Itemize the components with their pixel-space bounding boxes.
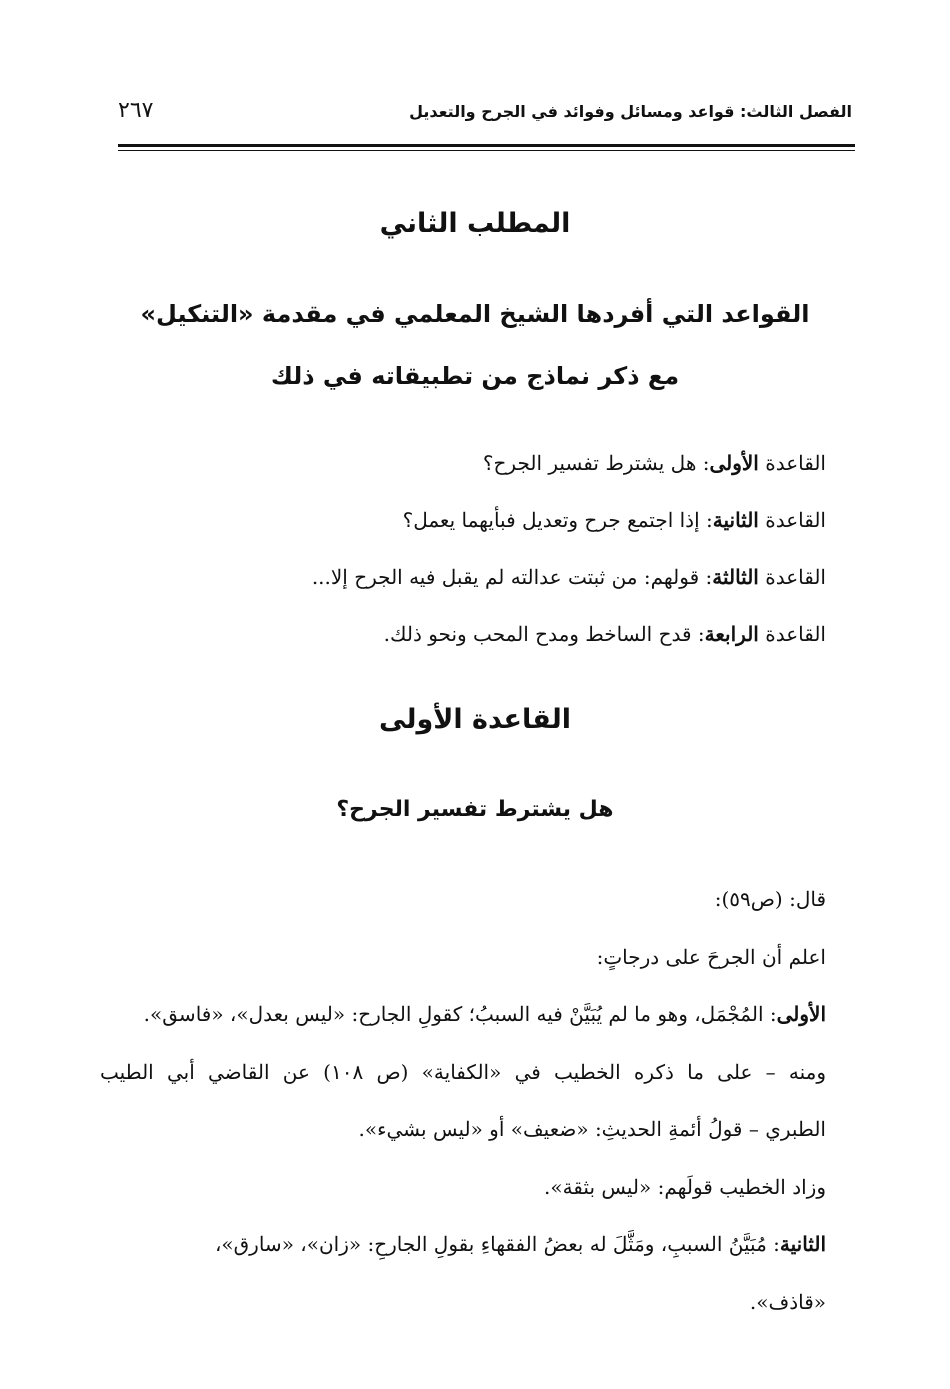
rules-list-item [312, 611, 826, 668]
degree-label: الثانية [779, 1232, 826, 1256]
rule-label-prefix: القاعدة [758, 622, 826, 646]
topic-heading-line-2: مع ذكر نماذج من تطبيقاته في ذلك [270, 362, 680, 390]
rule-text: : قدح الساخط ومدح المحب ونحو ذلك. [383, 622, 705, 646]
rule-text: : إذا اجتمع جرح وتعديل فبأيهما يعمل؟ [402, 508, 713, 532]
paragraph: اعلم أن الجرحَ على درجاتٍ: [596, 944, 826, 969]
header-rule-thin [118, 150, 855, 151]
paragraph-line: الطبري – قولُ أئمةِ الحديثِ: «ضعيف» أو «ليس بشيء». [358, 1117, 826, 1141]
rule-label-ordinal: الرابعة [704, 622, 759, 646]
rule-label-prefix: القاعدة [758, 508, 826, 532]
topic-heading-line-1: القواعد التي أفردها الشيخ المعلمي في مقدمة «التنكيل» [140, 300, 810, 328]
rules-list [312, 440, 826, 668]
rule-label-ordinal: الثانية [712, 508, 759, 532]
rules-list-item [312, 440, 826, 497]
chapter-title: الفصل الثالث: قواعد ومسائل وفوائد في الجرح والتعديل [409, 102, 852, 121]
rule-label-ordinal: الثالثة [712, 565, 759, 589]
degree-label: الأولى [776, 1002, 826, 1026]
paragraph-second-degree [100, 1221, 826, 1279]
paragraph-line: «قاذف». [749, 1289, 826, 1314]
running-header [118, 98, 852, 138]
rule-text: : قولهم: من ثبتت عدالته لم يقبل فيه الجرح إلا... [311, 565, 713, 589]
rule-label-prefix: القاعدة [758, 565, 826, 589]
rule-label-ordinal: الأولى [709, 451, 759, 475]
rule-text: : هل يشترط تفسير الجرح؟ [482, 451, 710, 475]
rule-heading: القاعدة الأولى [379, 704, 571, 735]
paragraph-first-degree [100, 991, 826, 1049]
degree-text: : المُجْمَل، وهو ما لم يُبَيَّنْ فيه السببُ؛ كقولِ الجارح: «ليس بعدل»، «فاسق». [143, 1002, 777, 1026]
rules-list-item [312, 554, 826, 611]
rules-list-item [312, 497, 826, 554]
section-heading: المطلب الثاني [379, 208, 571, 239]
rule-question: هل يشترط تفسير الجرح؟ [336, 797, 614, 822]
header-rule-thick [118, 144, 855, 147]
degree-text: : مُبَيَّنُ السببِ، ومَثَّلَ له بعضُ الفقهاءِ بقولِ الجارحِ: «زان»، «سارق»، [214, 1232, 780, 1256]
body-text [100, 876, 826, 1336]
quote-intro: قال: (ص٥٩): [714, 887, 826, 911]
paragraph-line: ومنه – على ما ذكره الخطيب في «الكفاية» (ص ١٠٨) عن القاضي أبي الطيب [100, 1059, 826, 1084]
page-number: ٢٦٧ [118, 98, 154, 123]
paragraph: وزاد الخطيب قولَهم: «ليس بثقة». [543, 1174, 826, 1199]
rule-label-prefix: القاعدة [758, 451, 826, 475]
